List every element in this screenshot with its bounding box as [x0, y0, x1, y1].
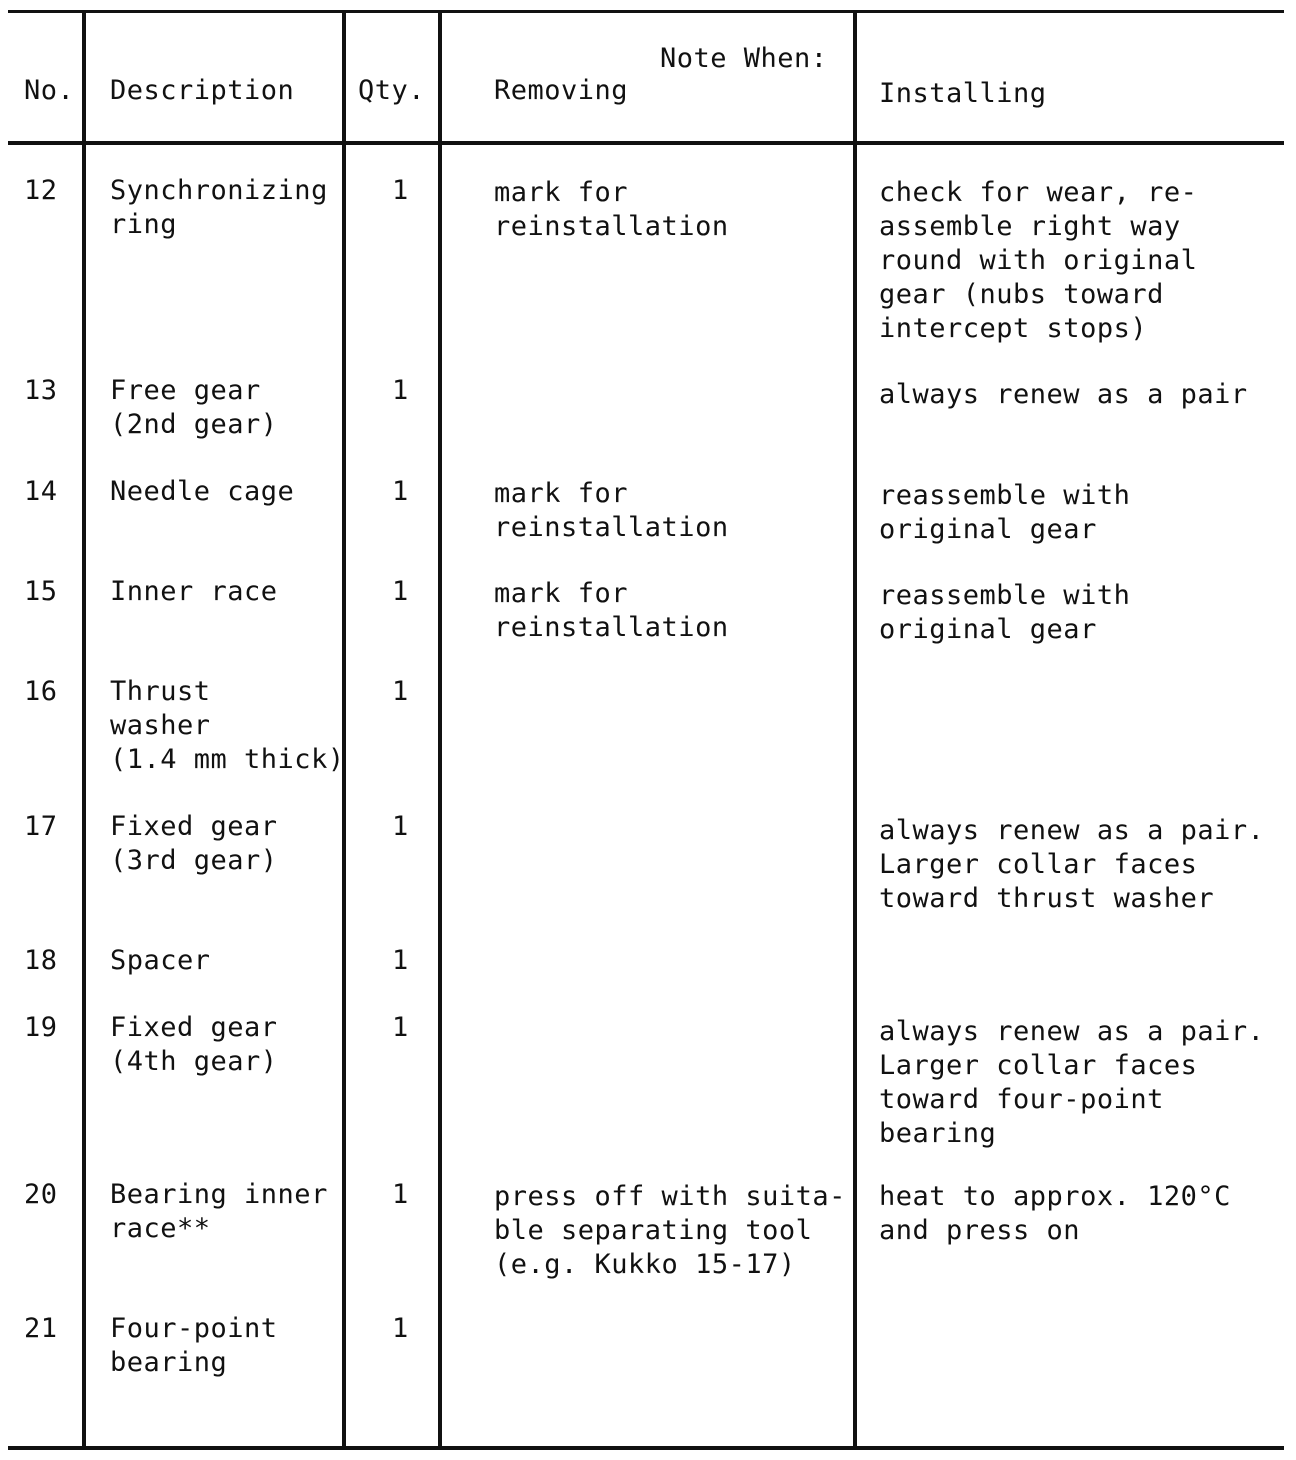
header-note-when: Note When:: [660, 43, 828, 74]
row-installing: always renew as a pair. Larger collar faces toward thrust washer: [879, 815, 1265, 914]
header-removing: Removing: [494, 75, 629, 106]
row-description: Free gear (2nd gear): [110, 375, 278, 440]
row-no: 21: [24, 1313, 58, 1344]
row-removing: mark for reinstallation: [494, 578, 729, 643]
row-installing: always renew as a pair: [879, 379, 1248, 410]
row-description: Bearing inner race**: [110, 1179, 328, 1244]
column-divider: [82, 10, 86, 1450]
row-description: Fixed gear (3rd gear): [110, 811, 278, 876]
row-qty: 1: [392, 175, 409, 206]
row-no: 18: [24, 945, 58, 976]
row-installing: reassemble with original gear: [879, 480, 1131, 545]
row-removing: mark for reinstallation: [494, 177, 729, 242]
row-no: 16: [24, 676, 58, 707]
row-no: 13: [24, 375, 58, 406]
header-divider-rule: [8, 141, 1284, 145]
row-installing: reassemble with original gear: [879, 580, 1131, 645]
row-qty: 1: [392, 1012, 409, 1043]
row-no: 17: [24, 811, 58, 842]
header-qty: Qty.: [358, 75, 426, 106]
row-qty: 1: [392, 476, 409, 507]
table-bottom-rule: [8, 1446, 1284, 1450]
header-no: No.: [24, 75, 75, 106]
row-description: Spacer: [110, 945, 211, 976]
row-qty: 1: [392, 945, 409, 976]
row-qty: 1: [392, 1313, 409, 1344]
header-description: Description: [110, 75, 295, 106]
row-installing: heat to approx. 120°C and press on: [879, 1181, 1231, 1246]
row-no: 14: [24, 476, 58, 507]
row-no: 12: [24, 175, 58, 206]
row-description: Synchronizing ring: [110, 175, 328, 240]
column-divider: [853, 10, 857, 1450]
row-installing: check for wear, re- assemble right way round with original gear (nubs toward intercept stops): [879, 177, 1198, 344]
row-description: Thrust washer (1.4 mm thick): [110, 676, 345, 775]
row-qty: 1: [392, 676, 409, 707]
row-qty: 1: [392, 1179, 409, 1210]
header-installing: Installing: [879, 78, 1047, 109]
row-qty: 1: [392, 375, 409, 406]
column-divider: [438, 10, 442, 1450]
row-qty: 1: [392, 576, 409, 607]
row-description: Four-point bearing: [110, 1313, 278, 1378]
row-no: 20: [24, 1179, 58, 1210]
row-no: 15: [24, 576, 58, 607]
row-removing: mark for reinstallation: [494, 478, 729, 543]
row-qty: 1: [392, 811, 409, 842]
row-installing: always renew as a pair. Larger collar faces toward four-point bearing: [879, 1016, 1265, 1149]
row-description: Needle cage: [110, 476, 295, 507]
row-no: 19: [24, 1012, 58, 1043]
row-removing: press off with suita- ble separating tool (e.g. Kukko 15-17): [494, 1181, 846, 1280]
row-description: Fixed gear (4th gear): [110, 1012, 278, 1077]
table-top-rule: [8, 10, 1284, 13]
row-description: Inner race: [110, 576, 278, 607]
